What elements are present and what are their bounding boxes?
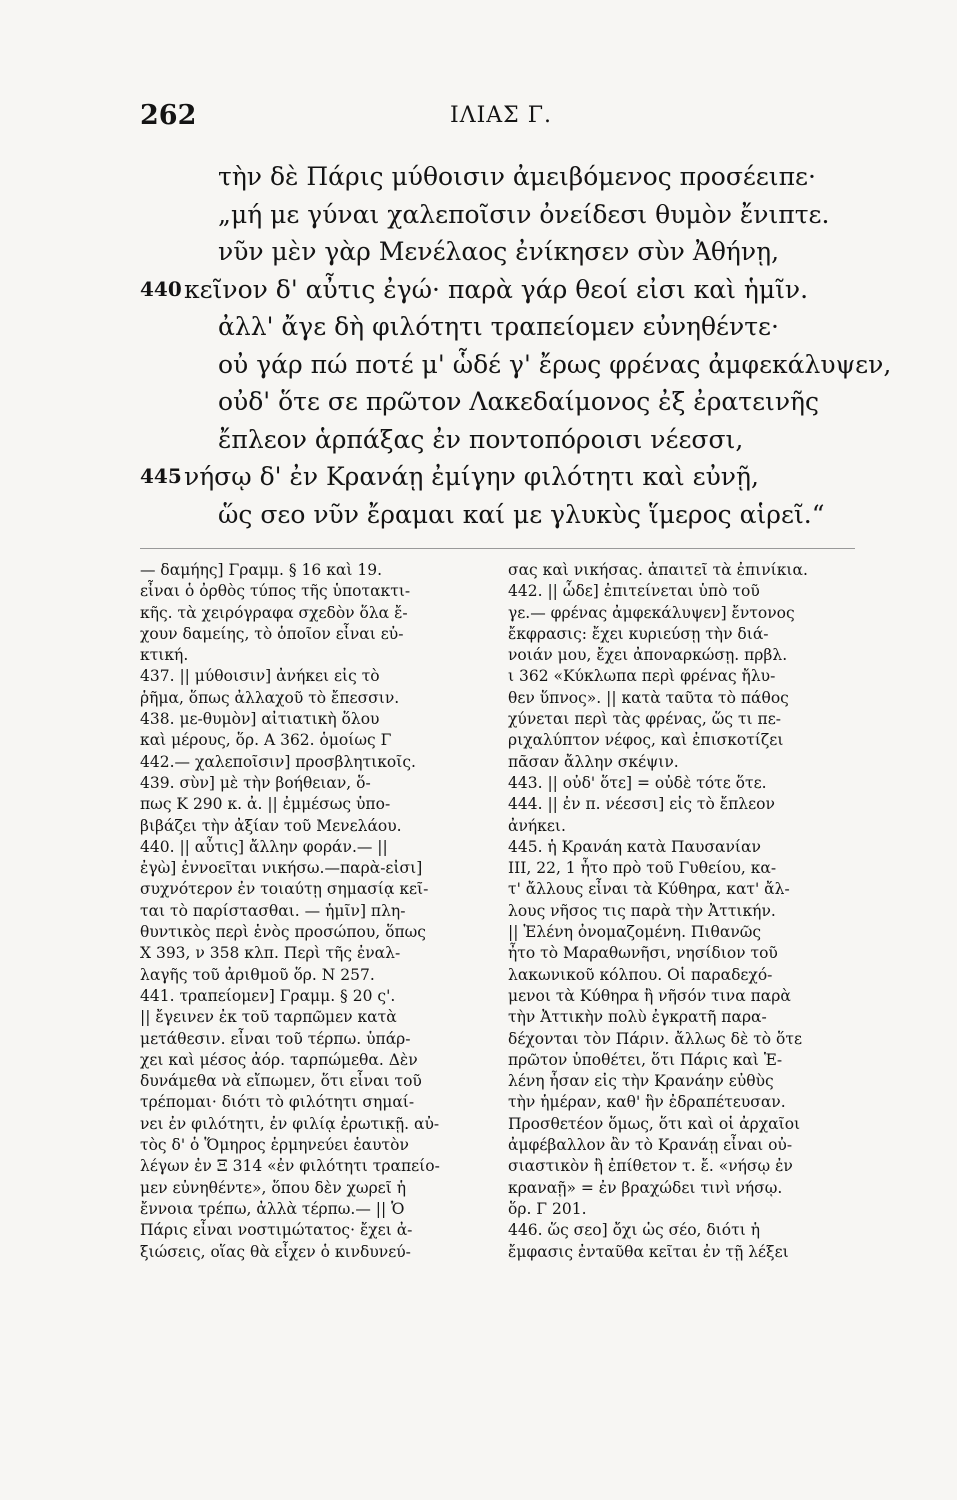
commentary-line: — δαμήης] Γραμμ. § 16 καὶ 19. xyxy=(140,561,382,579)
commentary-line: 442.— χαλεποῖσιν] προσβλητικοῖς. xyxy=(140,752,416,771)
commentary-line: μενοι τὰ Κύθηρα ἢ νῆσόν τινα παρὰ xyxy=(508,986,791,1005)
verse-line xyxy=(140,308,860,346)
commentary-line: νει ἐν φιλότητι, ἐν φιλίᾳ ἐρωτικῇ. αὐ- xyxy=(140,1114,440,1133)
commentary-line: χουν δαμείης, τὸ ὁποῖον εἶναι εὐ- xyxy=(140,624,404,643)
commentary-line: βιβάζει τὴν ἀξίαν τοῦ Μενελάου. xyxy=(140,816,402,835)
commentary-line: τρέπομαι· διότι τὸ φιλότητι σημαί- xyxy=(140,1093,415,1112)
commentary-line: ται τὸ παρίστασθαι. — ἡμῖν] πλη- xyxy=(140,901,406,920)
verse-text: νῦν μὲν γὰρ Μενέλαος ἐνίκησεν σὺν Ἀθήνῃ, xyxy=(218,237,780,266)
commentary-line: νοιάν μου, ἔχει ἀποναρκώσῃ. πρβλ. xyxy=(508,646,788,665)
commentary-line: θυντικὸς περὶ ἑνὸς προσώπου, ὅπως xyxy=(140,923,426,942)
commentary-line: ἀμφέβαλλον ἂν τὸ Κρανάῃ εἶναι οὐ- xyxy=(508,1136,793,1155)
verse-text: νήσῳ δ' ἐν Κρανάῃ ἐμίγην φιλότητι καὶ εὐνῇ, xyxy=(184,462,759,491)
commentary-line: συχνότερον ἐν τοιαύτῃ σημασίᾳ κεῖ- xyxy=(140,880,429,899)
commentary-line: 445. ἡ Κρανάη κατὰ Παυσανίαν xyxy=(508,837,761,856)
commentary-line: 440. || αὖτις] ἄλλην φοράν.— || xyxy=(140,837,388,856)
commentary-line: Πάρις εἶναι νοστιμώτατος· ἔχει ἀ- xyxy=(140,1221,413,1240)
commentary-line: ἔκφρασις: ἔχει κυριεύσῃ τὴν διά- xyxy=(508,624,769,643)
commentary-line: μετάθεσιν. εἶναι τοῦ τέρπω. ὑπάρ- xyxy=(140,1029,411,1048)
commentary-left-column xyxy=(140,560,480,1263)
commentary-line: πως Κ 290 κ. ἀ. || ἐμμέσως ὑπο- xyxy=(140,795,391,814)
commentary-line: λακωνικοῦ κόλπου. Οἱ παραδεχό- xyxy=(508,965,773,984)
commentary-line: κτική. xyxy=(140,646,189,665)
commentary-line: δυνάμεθα νὰ εἴπωμεν, ὅτι εἶναι τοῦ xyxy=(140,1072,422,1091)
commentary-line: λους νῆσος τις παρὰ τὴν Ἀττικήν. xyxy=(508,901,776,920)
verse-text: ἔπλεον ἁρπάξας ἐν ποντοπόροισι νέεσσι, xyxy=(218,424,744,454)
commentary-line: 437. || μύθοισιν] ἀνήκει εἰς τὸ xyxy=(140,667,380,686)
commentary-line: λαγῆς τοῦ ἀριθμοῦ ὅρ. Ν 257. xyxy=(140,965,375,984)
commentary-line: 444. || ἐν π. νέεσσι] εἰς τὸ ἔπλεον xyxy=(508,795,775,814)
line-number: 445 xyxy=(140,464,182,488)
commentary-line: ι 362 «Κύκλωπα περὶ φρένας ἤλυ- xyxy=(508,667,776,686)
commentary-line: 442. || ὧδε] ἐπιτείνεται ὑπὸ τοῦ xyxy=(508,582,760,601)
verse-line xyxy=(140,158,860,196)
commentary-line: ῥῆμα, ὅπως ἀλλαχοῦ τὸ ἔπεσσιν. xyxy=(140,688,400,707)
commentary-line: 438. με-θυμὸν] αἰτιατικὴ ὅλου xyxy=(140,710,380,729)
commentary-line: 441. τραπείομεν] Γραμμ. § 20 ς'. xyxy=(140,986,396,1005)
commentary-line: μεν εὐνηθέντε», ὅπου δὲν χωρεῖ ἡ xyxy=(140,1178,407,1197)
divider xyxy=(140,548,855,549)
commentary-line: Προσθετέον ὅμως, ὅτι καὶ οἱ ἀρχαῖοι xyxy=(508,1114,801,1133)
running-title: ΙΛΙΑΣ Γ. xyxy=(450,103,552,128)
commentary-line: κραναῇ» = ἐν βραχώδει τινὶ νήσῳ. xyxy=(508,1178,783,1197)
commentary-line: ἀνήκει. xyxy=(508,816,566,835)
commentary-line: θεν ὕπνος». || κατὰ ταῦτα τὸ πάθος xyxy=(508,688,789,707)
verse-line xyxy=(140,421,860,459)
verse-line xyxy=(140,233,860,271)
commentary-line: τὸς δ' ὁ Ὅμηρος ἑρμηνεύει ἑαυτὸν xyxy=(140,1136,409,1155)
commentary-line: σιαστικὸν ἢ ἐπίθετον τ. ἔ. «νήσῳ ἐν xyxy=(508,1157,793,1176)
commentary-line: Χ 393, ν 358 κλπ. Περὶ τῆς ἐναλ- xyxy=(140,944,401,963)
commentary-line: τ' ἄλλους εἶναι τὰ Κύθηρα, κατ' ἄλ- xyxy=(508,880,790,899)
verse-text: „μή με γύναι χαλεποῖσιν ὀνείδεσι θυμὸν ἔνιπτε. xyxy=(218,199,830,229)
commentary-line: ἐγὼ] ἐννοεῖται νικήσω.—παρὰ-εἰσι] xyxy=(140,859,423,878)
commentary-line: ἔμφασις ἐνταῦθα κεῖται ἐν τῇ λέξει xyxy=(508,1242,789,1261)
verse-line xyxy=(140,383,860,421)
page-number: 262 xyxy=(140,100,197,131)
commentary-line: 439. σὺν] μὲ τὴν βοήθειαν, ὅ- xyxy=(140,773,371,792)
commentary-line: πρῶτον ὑποθέτει, ὅτι Πάρις καὶ Ἑ- xyxy=(508,1050,783,1069)
commentary-line: τὴν Ἀττικὴν πολὺ ἐγκρατῆ παρα- xyxy=(508,1008,767,1027)
commentary-line: σας καὶ νικήσας. ἀπαιτεῖ τὰ ἐπινίκια. xyxy=(508,561,808,579)
commentary-line: τὴν ἡμέραν, καθ' ἣν ἐδραπέτευσαν. xyxy=(508,1093,786,1112)
commentary-line: πᾶσαν ἄλλην σκέψιν. xyxy=(508,752,679,771)
commentary-line: 443. || οὐδ' ὅτε] = οὐδὲ τότε ὅτε. xyxy=(508,773,767,792)
commentary-line: ριχαλύπτον νέφος, καὶ ἐπισκοτίζει xyxy=(508,731,784,750)
commentary-line: || Ἑλένη ὀνομαζομένη. Πιθανῶς xyxy=(508,923,762,942)
verse-text: κεῖνον δ' αὖτις ἐγώ· παρὰ γάρ θεοί εἰσι καὶ ἡμῖν. xyxy=(184,274,809,304)
commentary-line: εἶναι ὁ ὀρθὸς τύπος τῆς ὑποτακτι- xyxy=(140,582,411,601)
commentary-line: καὶ μέρους, ὅρ. Α 362. ὁμοίως Γ xyxy=(140,731,392,750)
commentary-line: ἦτο τὸ Μαραθωνῆσι, νησίδιον τοῦ xyxy=(508,944,778,963)
verse-text: ὥς σεο νῦν ἔραμαι καί με γλυκὺς ἵμερος αἱρεῖ.“ xyxy=(218,499,825,529)
verse-line xyxy=(140,346,892,384)
commentary-line: ἔννοια τρέπω, ἀλλὰ τέρπω.— || Ὁ xyxy=(140,1199,405,1218)
verse-text: τὴν δὲ Πάρις μύθοισιν ἀμειβόμενος προσέειπε· xyxy=(218,162,816,191)
verse-line xyxy=(140,496,860,534)
commentary-line: 446. ὥς σεο] ὄχι ὡς σέο, διότι ἡ xyxy=(508,1221,760,1240)
verse-line xyxy=(140,271,860,309)
commentary-line: ξιώσεις, οἵας θὰ εἶχεν ὁ κινδυνεύ- xyxy=(140,1242,411,1261)
commentary-line: λένη ἦσαν εἰς τὴν Κρανάην εὐθὺς xyxy=(508,1072,774,1091)
line-number: 440 xyxy=(140,276,182,301)
commentary-line: δέχονται τὸν Πάριν. ἄλλως δὲ τὸ ὅτε xyxy=(508,1029,802,1048)
verse-line xyxy=(140,196,860,234)
commentary-right-column xyxy=(508,560,848,1263)
commentary-line: κῆς. τὰ χειρόγραφα σχεδὸν ὅλα ἔ- xyxy=(140,603,408,622)
commentary-line: ΙΙΙ, 22, 1 ἦτο πρὸ τοῦ Γυθείου, κα- xyxy=(508,859,777,878)
verse-text: οὐδ' ὅτε σε πρῶτον Λακεδαίμονος ἐξ ἐρατεινῆς xyxy=(218,387,820,416)
verse-line xyxy=(140,458,860,496)
commentary-line: λέγων ἐν Ξ 314 «ἐν φιλότητι τραπείο- xyxy=(140,1157,440,1176)
commentary-line: γε.— φρένας ἀμφεκάλυψεν] ἔντονος xyxy=(508,603,795,622)
verse-text: οὐ γάρ πώ ποτέ μ' ὧδέ γ' ἔρως φρένας ἀμφεκάλυψεν, xyxy=(218,349,892,379)
commentary-line: χύνεται περὶ τὰς φρένας, ὥς τι πε- xyxy=(508,710,781,729)
verse-block xyxy=(140,158,892,533)
commentary-line: χει καὶ μέσος ἀόρ. ταρπώμεθα. Δὲν xyxy=(140,1050,418,1069)
commentary-line: || ἔγεινεν ἐκ τοῦ ταρπῶμεν κατὰ xyxy=(140,1008,397,1027)
commentary-line: ὅρ. Γ 201. xyxy=(508,1199,587,1218)
verse-text: ἀλλ' ἄγε δὴ φιλότητι τραπείομεν εὐνηθέντε· xyxy=(218,312,779,341)
